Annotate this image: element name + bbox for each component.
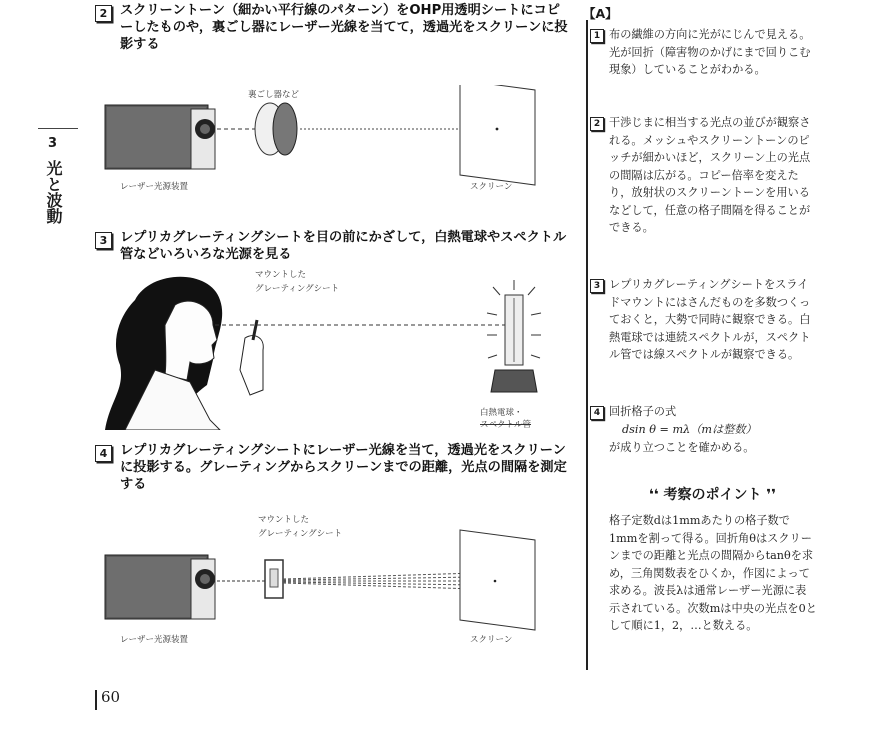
note-num-4: 4	[590, 406, 604, 420]
point-title: 考察のポイント	[663, 487, 762, 503]
grating-label-2b: グレーティングシート	[255, 284, 340, 294]
sidebar-rule	[586, 20, 588, 670]
note-4-heading: 回折格子の式	[609, 405, 677, 418]
figure-laser-strainer	[95, 85, 565, 195]
note-1-text: 布の繊維の方向に光がにじんで見える。光が回折（障害物のかげにまで回りこむ現象）していることがわかる。	[609, 28, 811, 76]
note-4-tail: が成り立つことを確かめる。	[609, 441, 755, 454]
laser-label-1: レーザー光源装置	[120, 182, 189, 192]
step-number-3: 3	[95, 232, 112, 249]
sidebar-header: 【A】	[583, 6, 618, 21]
point-deco-left: ❛❛	[648, 487, 659, 503]
screen-1	[460, 85, 535, 185]
note-num-1: 1	[590, 29, 604, 43]
screen-label-2: スクリーン	[470, 635, 513, 645]
note-num-3: 3	[590, 279, 604, 293]
chapter-title: 光と波動	[44, 160, 63, 224]
figure-laser-grating	[95, 525, 565, 635]
grating-label-3a: マウントした	[258, 515, 310, 525]
chapter-tab-rule	[38, 128, 78, 129]
screen-2	[460, 530, 535, 630]
chapter-number: 3	[48, 136, 58, 151]
laser-device	[105, 105, 215, 169]
laser-label-2: レーザー光源装置	[120, 635, 189, 645]
strainer	[255, 103, 297, 155]
note-num-2: 2	[590, 117, 604, 131]
person-illustration	[105, 277, 263, 430]
note-3-text: レプリカグレーティングシートをスライドマウントにはさんだものを多数つくっておくと，大勢で同時に観察できる。白熱電球では連続スペクトルが，スペクトル管では線スペクトルが観察できる。	[609, 278, 811, 361]
experiment-4-text: レプリカグレーティングシートにレーザー光線を当て，透過光をスクリーンに投影する。グレーティングからスクリーンまでの距離，光点の間隔を測定する	[120, 443, 567, 492]
note-2-text: 干渉じまに相当する光点の並びが観察される。メッシュやスクリーントーンのピッチが細かいほど，スクリーン上の光点の間隔は広がる。コピー倍率を変えたり，放射状のスクリーントーンを用いるなどして，任意の格子間隔を得ることができる。	[609, 116, 811, 234]
strainer-label: 裏ごし器など	[248, 90, 300, 100]
point-text: 格子定数dは1mmあたりの格子数で1mmを割って得る。回折角θはスクリーンまでの距離と光点の間隔からtanθを求め，三角関数表をひくか，作図によって求める。波長λは通常レーザー光源に表示されている。次数mは中央の光点を0として順に1，2，…と数える。	[609, 514, 817, 632]
page-number: 60	[101, 688, 121, 706]
point-deco-right: ❜❜	[766, 487, 777, 503]
point-title-row	[610, 484, 815, 504]
screen-label-1: スクリーン	[470, 182, 513, 192]
bulb-label-a: 白熱電球・	[480, 408, 523, 418]
bulb-label-b: スペクトル管	[480, 420, 532, 430]
note-4-formula: dsin θ = mλ（mは整数）	[622, 423, 757, 436]
page-number-bar	[95, 690, 97, 710]
step-number-4: 4	[95, 445, 112, 462]
grating-label-2a: マウントした	[255, 270, 307, 280]
bulb-illustration	[487, 280, 541, 392]
experiment-3-text: レプリカグレーティングシートを目の前にかざして，白熱電球やスペクトル管などいろいろな光源を見る	[120, 230, 567, 262]
experiment-2-text: スクリーントーン（細かい平行線のパターン）をOHP用透明シートにコピーしたものや，裏ごし器にレーザー光線を当てて，透過光をスクリーンに投影する	[120, 3, 568, 52]
grating-label-3b: グレーティングシート	[258, 529, 343, 539]
laser-device-2	[105, 555, 215, 619]
step-number-2: 2	[95, 5, 112, 22]
